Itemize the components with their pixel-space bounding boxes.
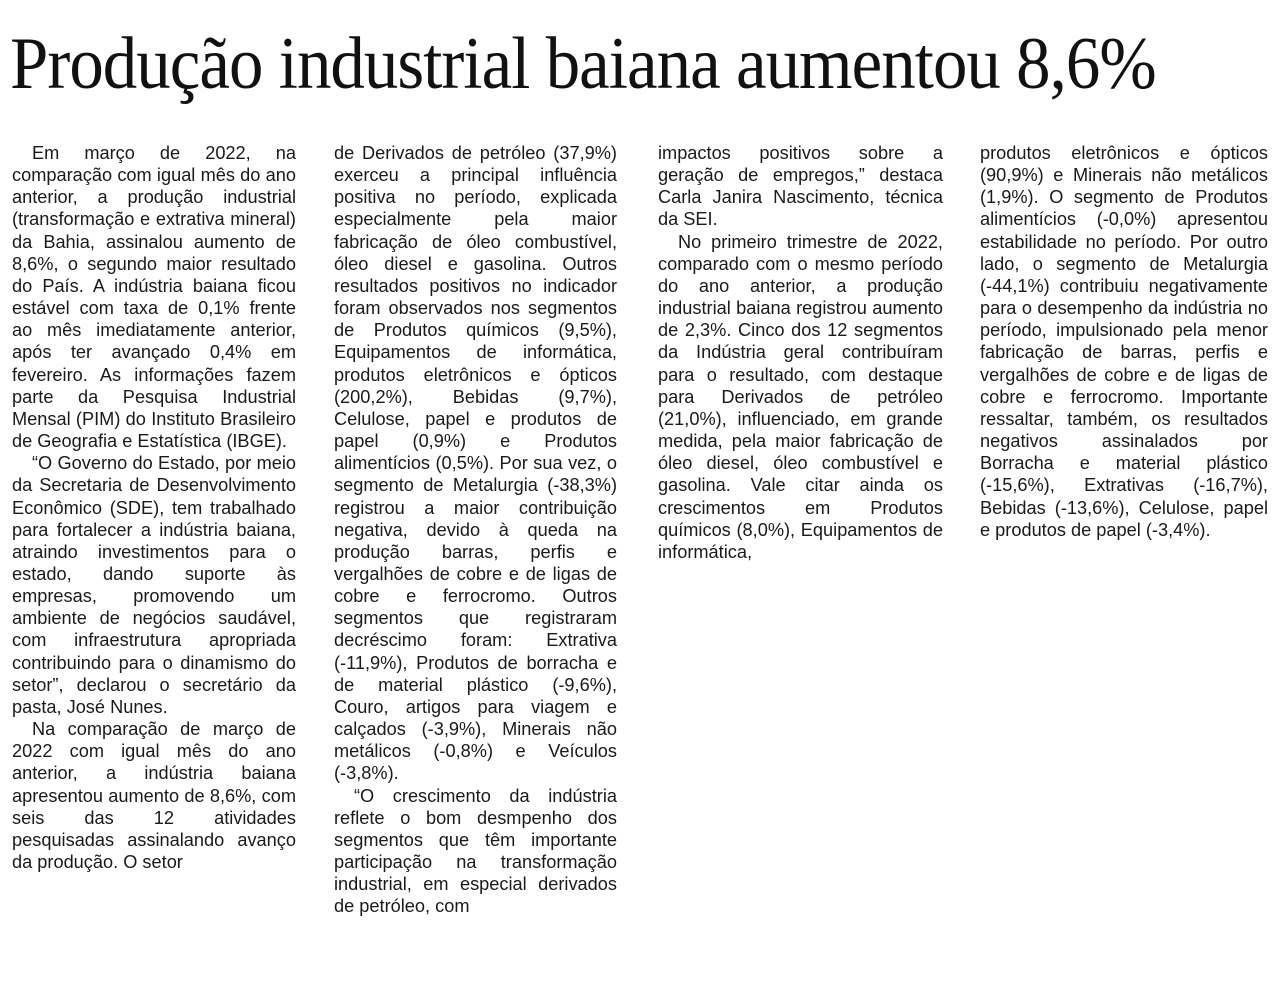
- paragraph: Em março de 2022, na comparação com igual mês do ano anterior, a produção industrial (transformação e extrativa mineral) da Bahia, assinalou aumento de 8,6%, o segundo maior resultado do País. A indústria baiana ficou estável com taxa de 0,1% frente ao mês imediatamente anterior, após ter avançado 0,4% em fevereiro. As informações fazem parte da Pesquisa Industrial Mensal (PIM) do Instituto Brasileiro de Geografia e Estatística (IBGE).: [12, 143, 296, 452]
- article-column-3: [658, 142, 943, 563]
- paragraph: “O Governo do Estado, por meio da Secretaria de Desenvolvimento Econômico (SDE), tem trabalhado para fortalecer a indústria baiana, atraindo investimentos para o estado, dando suporte às empresas, promovendo um ambiente de negócios saudável, com infraestrutura apropriada contribuindo para o dinamismo do setor”, declarou o secretário da pasta, José Nunes.: [12, 453, 296, 717]
- headline: Produção industrial baiana aumentou 8,6%: [10, 23, 1156, 105]
- article-column-1: [12, 142, 296, 873]
- article-column-4: [980, 142, 1268, 541]
- paragraph: No primeiro trimestre de 2022, comparado com o mesmo período do ano anterior, a produção industrial baiana registrou aumento de 2,3%. Cinco dos 12 segmentos da Indústria geral contribuíram para o resultado, com destaque para Derivados de petróleo (21,0%), influenciado, em grande medida, pela maior fabricação de óleo diesel, óleo combustível e gasolina. Vale citar ainda os crescimentos em Produtos químicos (8,0%), Equipamentos de informática,: [658, 231, 943, 562]
- paragraph: impactos positivos sobre a geração de empregos,” destaca Carla Janira Nascimento, técnica da SEI.: [658, 143, 943, 230]
- paragraph: de Derivados de petróleo (37,9%) exerceu a principal influência positiva no período, explicada especialmente pela maior fabricação de óleo combustível, óleo diesel e gasolina. Outros resultados positivos no indicador foram observados nos segmentos de Produtos químicos (9,5%), Equipamentos de informática, produtos eletrônicos e ópticos (200,2%), Bebidas (9,7%), Celulose, papel e produtos de papel (0,9%) e Produtos alimentícios (0,5%). Por sua vez, o segmento de Metalurgia (-38,3%) registrou a maior contribuição negativa, devido à queda na produção barras, perfis e vergalhões de cobre e de ligas de cobre e ferrocromo. Outros segmentos que registraram decréscimo foram: Extrativa (-11,9%), Produtos de borracha e de material plástico (-9,6%), Couro, artigos para viagem e calçados (-3,9%), Minerais não metálicos (-0,8%) e Veículos (-3,8%).: [334, 143, 617, 784]
- paragraph: Na comparação de março de 2022 com igual mês do ano anterior, a indústria baiana apresentou aumento de 8,6%, com seis das 12 atividades pesquisadas assinalando avanço da produção. O setor: [12, 719, 296, 872]
- article-column-2: [334, 142, 617, 917]
- paragraph: “O crescimento da indústria reflete o bom desmpenho dos segmentos que têm importante participação na transformação industrial, em especial derivados de petróleo, com: [334, 785, 617, 917]
- paragraph: produtos eletrônicos e ópticos (90,9%) e Minerais não metálicos (1,9%). O segmento de Produtos alimentícios (-0,0%) apresentou estabilidade no período. Por outro lado, o segmento de Metalurgia (-44,1%) contribuiu negativamente para o desempenho da indústria no período, impulsionado pela menor fabricação de barras, perfis e vergalhões de cobre e de ligas de cobre e ferrocromo. Importante ressaltar, também, os resultados negativos assinalados por Borracha e material plástico (-15,6%), Extrativas (-16,7%), Bebidas (-13,6%), Celulose, papel e produtos de papel (-3,4%).: [980, 143, 1268, 540]
